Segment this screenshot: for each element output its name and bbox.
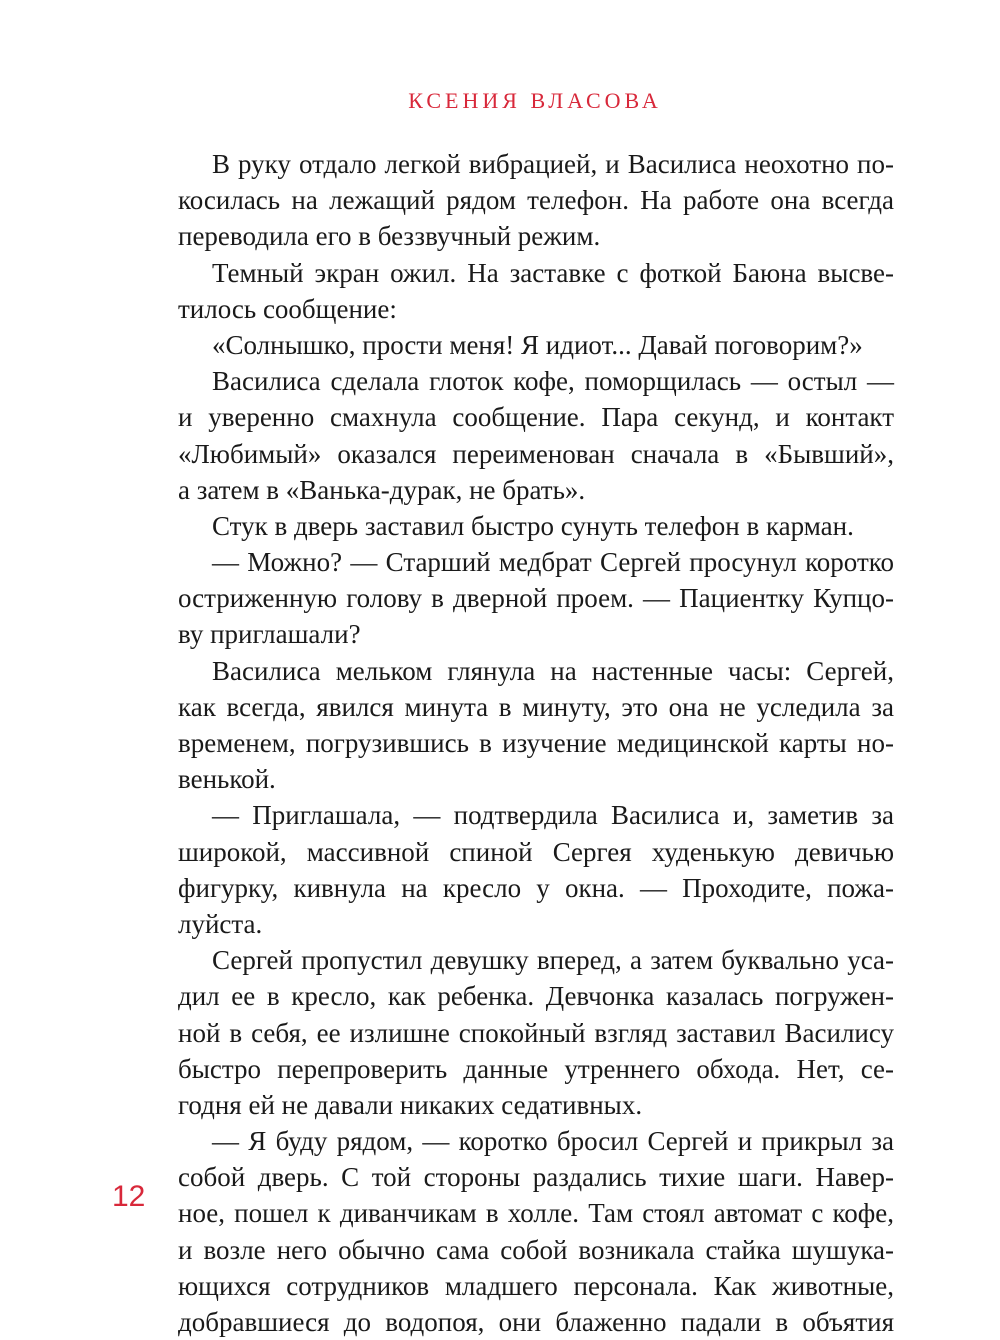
- text-line: тилось сообщение:: [178, 293, 397, 324]
- text-line: годня ей не давали никаких седативных.: [178, 1089, 643, 1120]
- text-line: ной в себя, ее излишне спокойный взгляд заставил Василису: [178, 1017, 894, 1048]
- text-line: переводила его в беззвучный режим.: [178, 221, 601, 252]
- text-line: временем, погрузившись в изучение медицинской карты но-: [178, 728, 894, 758]
- text-line: венькой.: [178, 764, 276, 795]
- text-line: луйста.: [178, 908, 263, 939]
- text-line: — Я буду рядом, — коротко бросил Сергей и прикрыл за: [212, 1126, 894, 1157]
- text-line: а затем в «Ванька-дурак, не брать».: [178, 474, 586, 505]
- running-head: КСЕНИЯ ВЛАСОВА: [408, 88, 662, 113]
- text-line: собой дверь. С той стороны раздались тихие шаги. Навер-: [178, 1162, 894, 1193]
- text-line: добравшиеся до водопоя, они блаженно падали в объятия: [178, 1307, 894, 1337]
- body-text: [178, 146, 894, 1340]
- text-line: «Солнышко, прости меня! Я идиот... Давай поговорим?»: [212, 329, 863, 360]
- text-line: Стук в дверь заставил быстро сунуть телефон в карман.: [212, 510, 854, 541]
- text-line: Василиса мельком глянула на настенные часы: Сергей,: [212, 655, 894, 686]
- page-number: 12: [112, 1180, 146, 1213]
- text-line: косилась на лежащий рядом телефон. На работе она всегда: [178, 185, 894, 216]
- text-line: и возле него обычно сама собой возникала стайка шушука-: [178, 1234, 894, 1265]
- text-line: Василиса сделала глоток кофе, поморщилась — остыл —: [212, 366, 894, 397]
- text-line: Сергей пропустил девушку вперед, а затем буквально уса-: [212, 945, 894, 976]
- text-line: и уверенно смахнула сообщение. Пара секунд, и контакт: [178, 402, 894, 433]
- text-line: быстро перепроверить данные утреннего обхода. Нет, се-: [178, 1053, 894, 1084]
- text-line: фигурку, кивнула на кресло у окна. — Проходите, пожа-: [178, 872, 894, 903]
- text-line: ное, пошел к диванчикам в холле. Там стоял автомат с кофе,: [178, 1198, 894, 1229]
- text-line: дил ее в кресло, как ребенка. Девчонка казалась погружен-: [178, 981, 894, 1012]
- text-line: ющихся сотрудников младшего персонала. Как животные,: [178, 1270, 894, 1301]
- text-line: В руку отдало легкой вибрацией, и Василиса неохотно по-: [212, 149, 894, 179]
- text-line: остриженную голову в дверной проем. — Пациентку Купцо-: [178, 583, 894, 614]
- text-line: ву приглашали?: [178, 619, 361, 650]
- text-line: как всегда, явился минута в минуту, это она не уследила за: [178, 691, 894, 722]
- text-line: Темный экран ожил. На заставке с фоткой Баюна высве-: [212, 257, 894, 288]
- text-line: «Любимый» оказался переименован сначала в «Бывший»,: [178, 438, 894, 469]
- text-line: широкой, массивной спиной Сергея худенькую девичью: [178, 836, 894, 867]
- text-line: — Приглашала, — подтвердила Василиса и, заметив за: [212, 800, 894, 831]
- text-line: — Можно? — Старший медбрат Сергей просунул коротко: [212, 547, 894, 578]
